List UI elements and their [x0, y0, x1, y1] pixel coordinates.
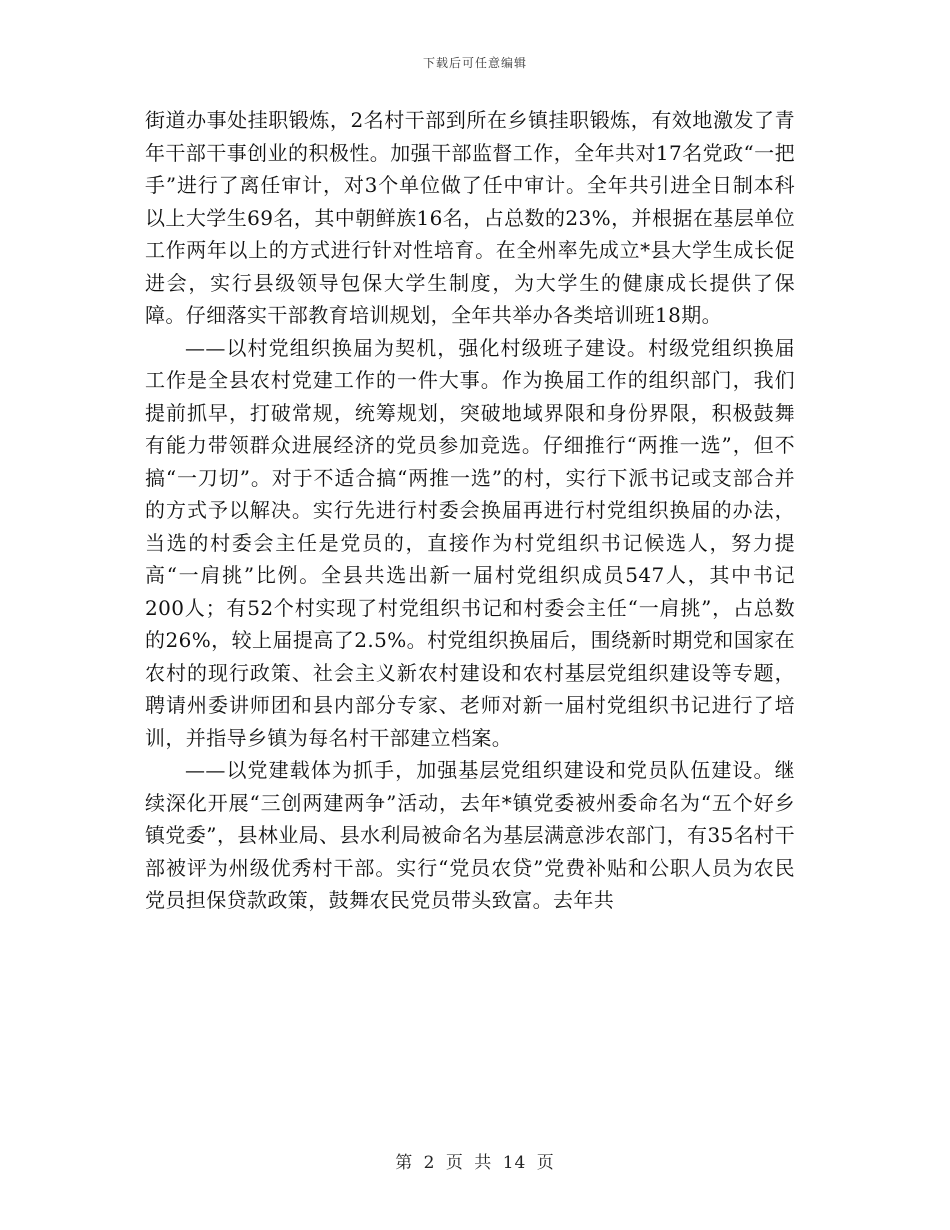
paragraph-2: ——以村党组织换届为契机，强化村级班子建设。村级党组织换届工作是全县农村党建工作的一件大事。作为换届工作的组织部门，我们提前抓早，打破常规，统筹规划，突破地域界限和身份界限，积极鼓舞有能力带领群众进展经济的党员参加竞选。仔细推行“两推一选”，但不搞“一刀切”。对于不适合搞“两推一选”的村，实行下派书记或支部合并的方式予以解决。实行先进行村委会换届再进行村党组织换届的办法，当选的村委会主任是党员的，直接作为村党组织书记候选人，努力提高“一肩挑”比例。全县共选出新一届村党组织成员547人，其中书记200人；有52个村实现了村党组织书记和村委会主任“一肩挑”，占总数的26%，较上届提高了2.5%。村党组织换届后，围绕新时期党和国家在农村的现行政策、社会主义新农村建设和农村基层党组织建设等专题，聘请州委讲师团和县内部分专家、老师对新一届村党组织书记进行了培训，并指导乡镇为每名村干部建立档案。: [145, 335, 795, 750]
page-header-note: 下载后可任意编辑: [422, 56, 527, 70]
document-body: [145, 104, 795, 917]
paragraph-1: 街道办事处挂职锻炼，2名村干部到所在乡镇挂职锻炼，有效地激发了青年干部干事创业的积极性。加强干部监督工作，全年共对17名党政“一把手”进行了离任审计，对3个单位做了任中审计。全年共引进全日制本科以上大学生69名，其中朝鲜族16名，占总数的23%，并根据在基层单位工作两年以上的方式进行针对性培育。在全州率先成立*县大学生成长促进会，实行县级领导包保大学生制度，为大学生的健康成长提供了保障。仔细落实干部教育培训规划，全年共举办各类培训班18期。: [145, 108, 795, 327]
paragraph-3: ——以党建载体为抓手，加强基层党组织建设和党员队伍建设。继续深化开展“三创两建两争”活动，去年*镇党委被州委命名为“五个好乡镇党委”，县林业局、县水利局被命名为基层满意涉农部门，有35名村干部被评为州级优秀村干部。实行“党员农贷”党费补贴和公职人员为农民党员担保贷款政策，鼓舞农民党员带头致富。去年共: [145, 758, 795, 912]
page-number: 第 2 页 共 14 页: [395, 1153, 555, 1173]
